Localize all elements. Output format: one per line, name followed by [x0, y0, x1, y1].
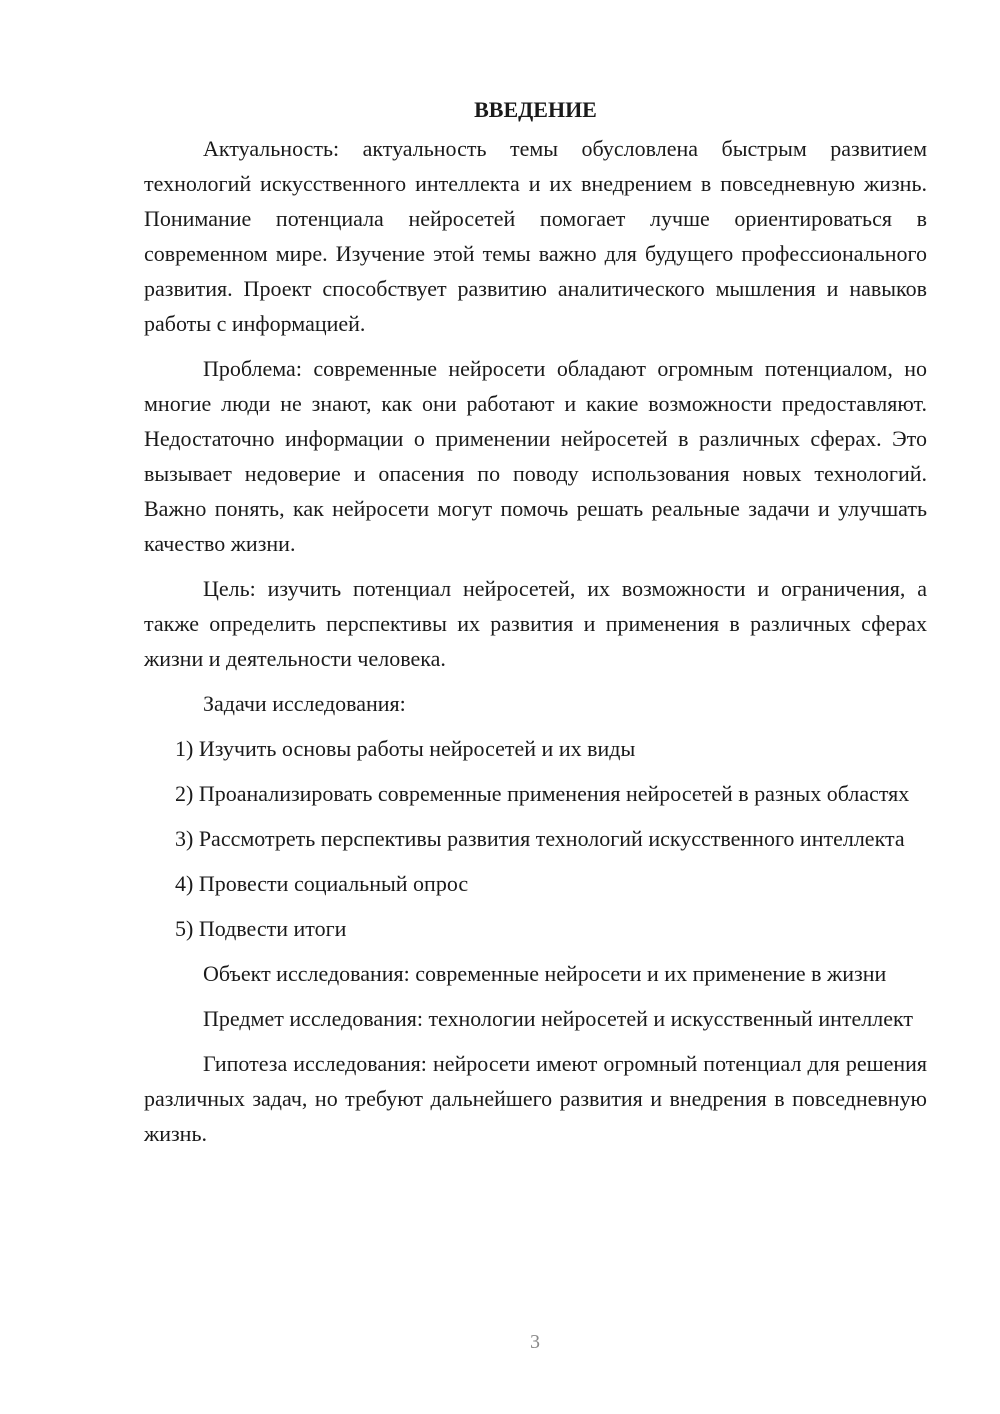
- object-paragraph: Объект исследования: современные нейросети и их применение в жизни: [203, 961, 887, 986]
- task-item-1: 1) Изучить основы работы нейросетей и их виды: [175, 736, 636, 761]
- relevance-paragraph: Актуальность: актуальность темы обусловлена быстрым развитием технологий искусственного интеллекта и их внедрением в повседневную жизнь. Понимание потенциала нейросетей помогает лучше ориентироваться в современном мире. Изучение этой темы важно для будущего профессионального развития. Проект способствует развитию аналитического мышления и навыков работы с информацией.: [144, 136, 927, 336]
- goal-paragraph: Цель: изучить потенциал нейросетей, их возможности и ограничения, а также определить перспективы их развития и применения в различных сферах жизни и деятельности человека.: [144, 576, 927, 671]
- section-title: ВВЕДЕНИЕ: [474, 97, 597, 122]
- subject-paragraph: Предмет исследования: технологии нейросетей и искусственный интеллект: [203, 1006, 913, 1031]
- task-item-5: 5) Подвести итоги: [175, 916, 347, 941]
- problem-paragraph: Проблема: современные нейросети обладают огромным потенциалом, но многие люди не знают, как они работают и какие возможности предоставляют. Недостаточно информации о применении нейросетей в различных сферах. Это вызывает недоверие и опасения по поводу использования новых технологий. Важно понять, как нейросети могут помочь решать реальные задачи и улучшать качество жизни.: [144, 356, 927, 556]
- hypothesis-paragraph: Гипотеза исследования: нейросети имеют огромный потенциал для решения различных задач, но требуют дальнейшего развития и внедрения в повседневную жизнь.: [144, 1051, 927, 1146]
- task-item-3: 3) Рассмотреть перспективы развития технологий искусственного интеллекта: [175, 826, 905, 851]
- task-item-2: 2) Проанализировать современные применения нейросетей в разных областях: [175, 781, 910, 806]
- tasks-heading: Задачи исследования:: [203, 691, 406, 716]
- document-page: [144, 92, 927, 1161]
- task-item-4: 4) Провести социальный опрос: [175, 871, 469, 896]
- page-number: 3: [530, 1331, 540, 1353]
